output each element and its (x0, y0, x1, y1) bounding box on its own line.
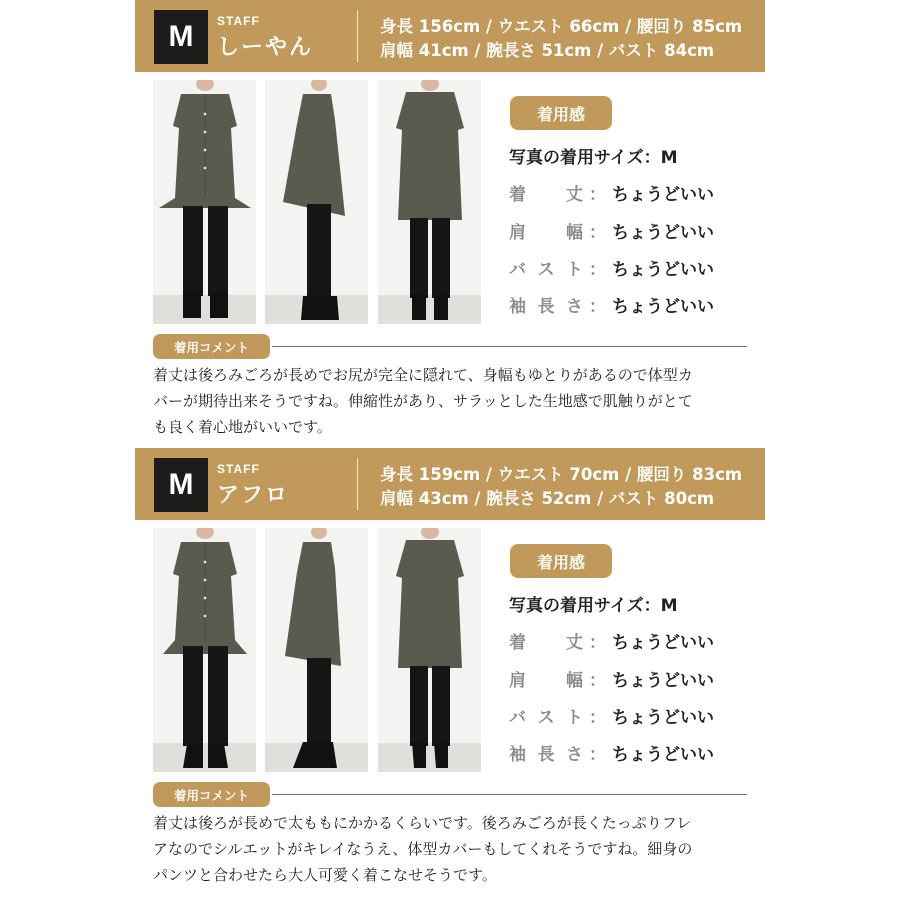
comment-badge: 着用コメント (153, 334, 270, 359)
front-view-photo (153, 528, 256, 772)
staff-section-2: M STAFF アフロ 身長 159cm / ウエスト 70cm / 腰回り 83cm 肩幅 43cm / 腕長さ 52cm / バスト 80cm 着用感 写真の着用サイズ：M 着 丈 ： ちょうどいい 肩 幅 ： ちょうどいい バ ス ト ： ちょうどいい 袖 長 さ ： ちょうどいい 着用コメント 着丈は後ろが長めで太ももにかかるくらいです。後ろみごろが長くたっぷりフレ アなのでシルエットがキレイなうえ、体型カバーもしてくれそうですね。細身の パンツと合わせたら大人可愛く着こなせそうです。 (0, 448, 900, 898)
comment-badge: 着用コメント (153, 782, 270, 807)
size-badge: M (154, 458, 208, 512)
fit-value: ちょうどいい (612, 708, 714, 728)
fit-label: 肩 幅 (509, 671, 583, 691)
banner-divider (357, 458, 358, 510)
comment-divider (272, 794, 747, 795)
size-badge: M (154, 10, 208, 64)
measurements-line-2: 肩幅 43cm / 腕長さ 52cm / バスト 80cm (380, 489, 715, 508)
fit-value: ちょうどいい (612, 745, 714, 765)
fit-label: 袖 長 さ (509, 297, 583, 317)
fit-value: ちょうどいい (612, 185, 714, 205)
comment-text: 着丈は後ろみごろが長めでお尻が完全に隠れて、身幅もゆとりがあるので体型カ バーが期待出来そうですね。伸縮性があり、サラッとした生地感で肌触りがとて も良く着心地がいいです。 (153, 366, 693, 436)
worn-size: 写真の着用サイズ：M (509, 596, 678, 616)
fit-label: バ ス ト (509, 260, 583, 280)
front-view-photo (153, 80, 256, 324)
staff-name: しーやん (217, 35, 314, 60)
measurements-line-1: 身長 156cm / ウエスト 66cm / 腰回り 85cm (380, 17, 743, 36)
fit-label: 着 丈 (509, 185, 583, 205)
staff-banner (135, 0, 765, 72)
fit-badge: 着用感 (510, 96, 612, 130)
staff-banner (135, 448, 765, 520)
comment-text: 着丈は後ろが長めで太ももにかかるくらいです。後ろみごろが長くたっぷりフレ アなのでシルエットがキレイなうえ、体型カバーもしてくれそうですね。細身の パンツと合わせたら大人可愛く着こなせそうです。 (153, 814, 693, 884)
staff-label: STAFF (217, 462, 260, 476)
fit-badge: 着用感 (510, 544, 612, 578)
fit-value: ちょうどいい (612, 671, 714, 691)
fit-label: バ ス ト (509, 708, 583, 728)
staff-section-1: M STAFF しーやん 身長 156cm / ウエスト 66cm / 腰回り 85cm 肩幅 41cm / 腕長さ 51cm / バスト 84cm 着用感 写真の着用サイズ：M 着 丈 ： ちょうどいい 肩 幅 ： ちょうどいい バ ス ト ： ちょうどいい 袖 長 さ ： ちょうどいい 着用コメント 着丈は後ろみごろが長めでお尻が完全に隠れて、身幅もゆとりがあるので体型カ バーが期待出来そうですね。伸縮性があり、サラッとした生地感で肌触りがとて も良く着心地がいいです。 (0, 0, 900, 450)
measurements-line-2: 肩幅 41cm / 腕長さ 51cm / バスト 84cm (380, 41, 715, 60)
comment-divider (272, 346, 747, 347)
side-view-photo (265, 528, 368, 772)
banner-divider (357, 10, 358, 62)
fit-label: 肩 幅 (509, 223, 583, 243)
fit-value: ちょうどいい (612, 223, 714, 243)
fit-label: 袖 長 さ (509, 745, 583, 765)
worn-size: 写真の着用サイズ：M (509, 148, 678, 168)
fit-value: ちょうどいい (612, 633, 714, 653)
back-view-photo (378, 528, 481, 772)
back-view-photo (378, 80, 481, 324)
staff-name: アフロ (217, 483, 290, 508)
fit-value: ちょうどいい (612, 260, 714, 280)
side-view-photo (265, 80, 368, 324)
fit-label: 着 丈 (509, 633, 583, 653)
staff-label: STAFF (217, 14, 260, 28)
measurements-line-1: 身長 159cm / ウエスト 70cm / 腰回り 83cm (380, 465, 743, 484)
fit-value: ちょうどいい (612, 297, 714, 317)
